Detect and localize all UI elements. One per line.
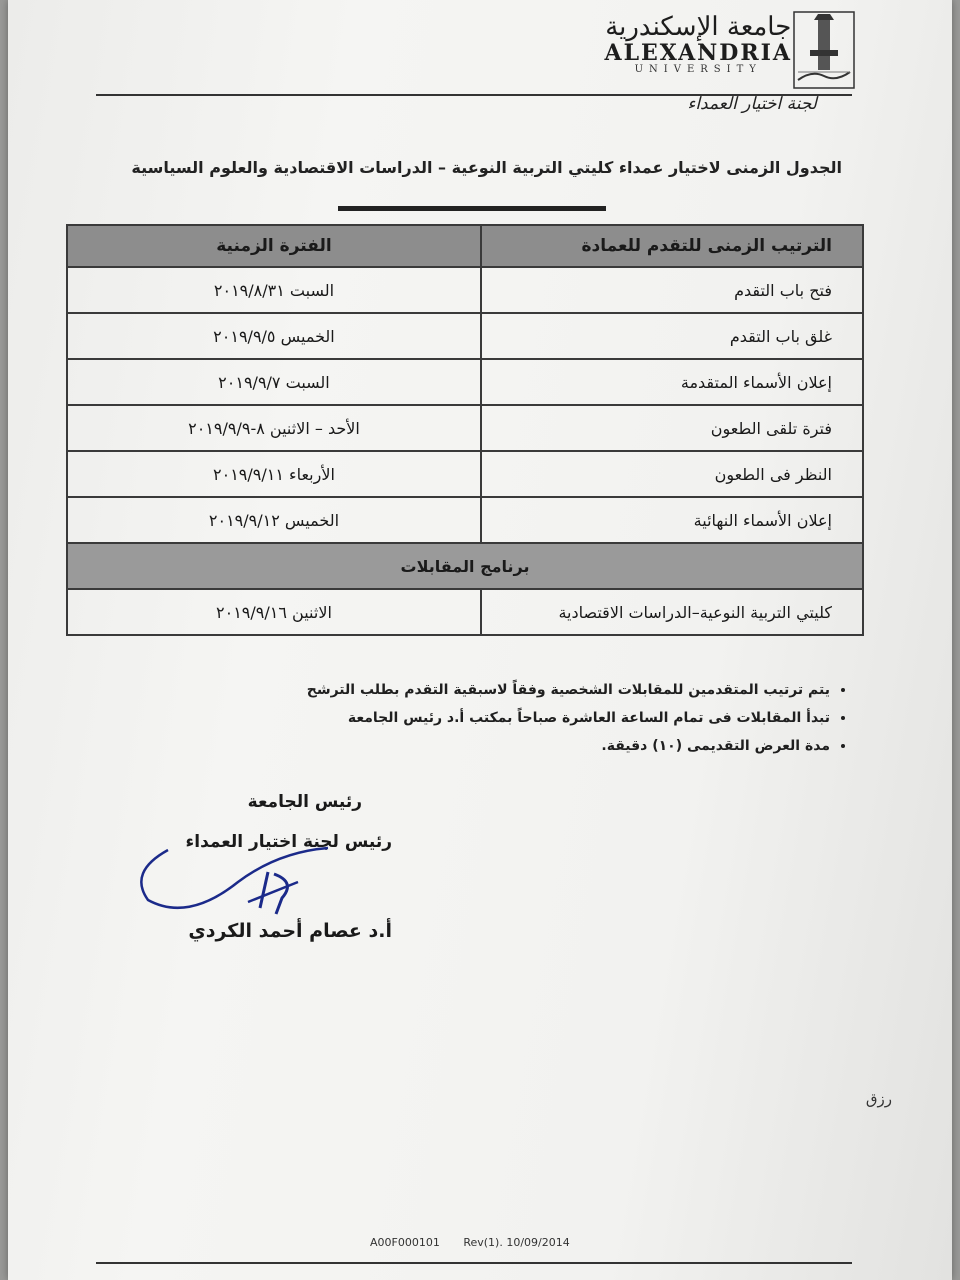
period-cell: الخميس ٢٠١٩/٩/٥ [67,313,481,359]
event-cell: إعلان الأسماء المتقدمة [481,359,863,405]
document-revision: Rev(1). 10/09/2014 [463,1236,570,1249]
handwritten-signature-icon [128,842,368,932]
committee-name: لجنة اختيار العمداء [687,94,817,114]
footer-divider [96,1262,852,1264]
period-cell: الأحد – الاثنين ٨-٢٠١٩/٩/٩ [67,405,481,451]
period-cell: الاثنين ٢٠١٩/٩/١٦ [67,589,481,635]
event-cell: النظر فى الطعون [481,451,863,497]
signatory-committee-title: رئيس لجنة اختيار العمداء [185,832,392,852]
list-item: • يتم ترتيب المتقدمين للمقابلات الشخصية وفقاً لاسبقية التقدم بطلب الترشح [130,682,830,698]
university-name-english: ALEXANDRIA [604,40,792,66]
table-row [67,405,863,451]
table-row [67,267,863,313]
period-cell: الخميس ٢٠١٩/٩/١٢ [67,497,481,543]
period-cell: السبت ٢٠١٩/٩/٧ [67,359,481,405]
schedule-table [66,224,864,636]
table-header-row [67,225,863,267]
period-cell: الأربعاء ٢٠١٩/٩/١١ [67,451,481,497]
university-logo-icon [792,10,856,90]
period-cell: السبت ٢٠١٩/٨/٣١ [67,267,481,313]
event-cell: إعلان الأسماء النهائية [481,497,863,543]
signatory-title: رئيس الجامعة [247,792,362,812]
table-row [67,589,863,635]
university-name-arabic: جامعة الإسكندرية [605,12,792,42]
event-cell: غلق باب التقدم [481,313,863,359]
table-row [67,451,863,497]
signatory-name: أ.د عصام أحمد الكردي [188,920,392,942]
column-header-event: الترتيب الزمنى للتقدم للعمادة [481,225,863,267]
list-item: • مدة العرض التقديمى (١٠) دقيقة. [130,738,830,754]
table-row [67,359,863,405]
university-subtitle: UNIVERSITY [634,64,762,75]
clerk-initials: رزق [865,1090,892,1108]
event-cell: فتح باب التقدم [481,267,863,313]
document-footer [370,1236,590,1249]
document-title: الجدول الزمنى لاختيار عمداء كليتي التربية النوعية – الدراسات الاقتصادية والعلوم السياسية [131,158,842,177]
table-row [67,497,863,543]
event-cell: فترة تلقى الطعون [481,405,863,451]
title-underline [338,206,606,211]
document-page [8,0,952,1280]
interviews-heading: برنامج المقابلات [67,543,863,589]
list-item: • تبدأ المقابلات فى تمام الساعة العاشرة صباحاً بمكتب أ.د رئيس الجامعة [130,710,830,726]
table-row [67,313,863,359]
interviews-heading-row [67,543,863,589]
university-header [605,12,793,75]
event-cell: كليتي التربية النوعية–الدراسات الاقتصادية [481,589,863,635]
document-code: A00F000101 [370,1236,440,1249]
column-header-period: الفترة الزمنية [67,225,481,267]
notes-list [130,682,852,766]
